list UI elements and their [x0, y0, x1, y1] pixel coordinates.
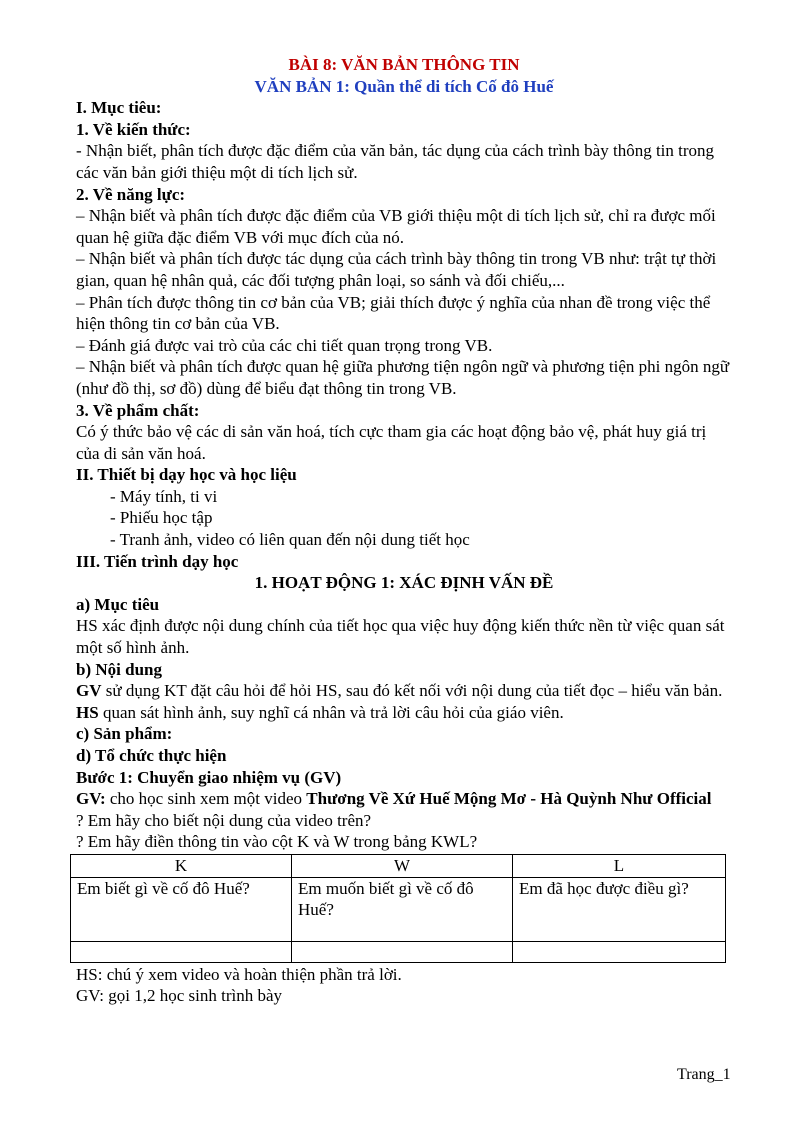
gv-label: GV — [76, 681, 102, 701]
kwl-table — [70, 854, 726, 963]
content-hs-paragraph — [76, 702, 732, 724]
empty-cell — [71, 941, 292, 962]
empty-cell — [513, 941, 726, 962]
ability-item: – Nhận biết và phân tích được tác dụng của cách trình bày thông tin trong VB như: trật tự thời gian, quan hệ nhân quả, các đối tượng phân loại, so sánh và đối chiếu,... — [76, 249, 717, 290]
video-title: Thương Về Xứ Huế Mộng Mơ - Hà Quỳnh Như Official — [306, 789, 712, 809]
ability-item: – Phân tích được thông tin cơ bản của VB; giải thích được ý nghĩa của nhan đề trong việc thể hiện thông tin cơ bản của VB. — [76, 292, 711, 334]
table-row — [71, 877, 726, 941]
question-2: ? Em hãy điền thông tin vào cột K và W trong bảng KWL? — [76, 832, 478, 852]
lesson-title: BÀI 8: VĂN BẢN THÔNG TIN — [288, 55, 520, 74]
step1-heading: Bước 1: Chuyển giao nhiệm vụ (GV) — [76, 767, 342, 787]
product-heading: c) Sản phẩm: — [76, 724, 173, 744]
cell-k: Em biết gì về cố đô Huế? — [71, 877, 292, 941]
gv-label: GV: — [76, 789, 106, 809]
hs-note: HS: chú ý xem video và hoàn thiện phần trả lời. — [76, 964, 402, 984]
objective-heading: a) Mục tiêu — [76, 594, 160, 614]
table-row-empty — [71, 941, 726, 962]
ability-item: – Nhận biết và phân tích được quan hệ giữa phương tiện ngôn ngữ và phương tiện phi ngôn ngữ (như đồ thị, sơ đồ) dùng để biểu đạt thông tin trong VB. — [76, 357, 730, 398]
content-gv-paragraph — [76, 680, 732, 702]
knowledge-text: - Nhận biết, phân tích được đặc điểm của văn bản, tác dụng của cách trình bày thông tin trong các văn bản giới thiệu một di tích lịch sử. — [76, 141, 715, 182]
cell-w: Em muốn biết gì về cố đô Huế? — [292, 877, 513, 941]
page-number: Trang_1 — [677, 1066, 731, 1083]
gv-note: GV: gọi 1,2 học sinh trình bày — [76, 986, 283, 1006]
objective-text: HS xác định được nội dung chính của tiết học qua việc huy động kiến thức nền từ việc quan sát một số hình ảnh. — [76, 616, 725, 658]
quality-heading: 3. Về phẩm chất: — [76, 400, 200, 420]
header-w: W — [292, 854, 513, 877]
hs-label: HS — [76, 702, 99, 722]
activity-heading: 1. HOẠT ĐỘNG 1: XÁC ĐỊNH VẤN ĐỀ — [254, 573, 554, 593]
text-subtitle: VĂN BẢN 1: Quần thể di tích Cố đô Huế — [254, 76, 554, 96]
hs-text: quan sát hình ảnh, suy nghĩ cá nhân và trả lời câu hỏi của giáo viên. — [98, 702, 564, 722]
content-heading: b) Nội dung — [76, 659, 162, 679]
question-1: ? Em hãy cho biết nội dung của video trên? — [76, 810, 372, 830]
gv-video-paragraph — [76, 788, 732, 810]
equipment-item: - Tranh ảnh, video có liên quan đến nội dung tiết học — [110, 530, 470, 550]
ability-item: – Nhận biết và phân tích được đặc điểm của VB giới thiệu một di tích lịch sử, chỉ ra được mối quan hệ giữa đặc điểm VB với mục đích của nó. — [76, 206, 716, 247]
equipment-item: - Phiếu học tập — [110, 508, 213, 528]
knowledge-heading: 1. Về kiến thức: — [76, 119, 191, 139]
section-objectives-heading: I. Mục tiêu: — [76, 98, 162, 118]
table-header-row — [71, 854, 726, 877]
section-process-heading: III. Tiến trình dạy học — [76, 551, 239, 571]
equipment-item: - Máy tính, ti vi — [110, 486, 218, 506]
ability-heading: 2. Về năng lực: — [76, 184, 186, 204]
ability-item: – Đánh giá được vai trò của các chi tiết quan trọng trong VB. — [76, 335, 493, 355]
header-l: L — [513, 854, 726, 877]
section-equipment-heading: II. Thiết bị dạy học và học liệu — [76, 465, 297, 485]
document-page — [76, 54, 732, 1007]
empty-cell — [292, 941, 513, 962]
gv-video-text: cho học sinh xem một video — [105, 789, 307, 809]
cell-l: Em đã học được điều gì? — [513, 877, 726, 941]
organize-heading: d) Tổ chức thực hiện — [76, 746, 227, 765]
quality-text: Có ý thức bảo vệ các di sản văn hoá, tích cực tham gia các hoạt động bảo vệ, phát huy giá trị của di sản văn hoá. — [76, 422, 707, 463]
header-k: K — [71, 854, 292, 877]
gv-text: sử dụng KT đặt câu hỏi để hỏi HS, sau đó kết nối với nội dung của tiết đọc – hiểu văn bản. — [101, 681, 723, 701]
